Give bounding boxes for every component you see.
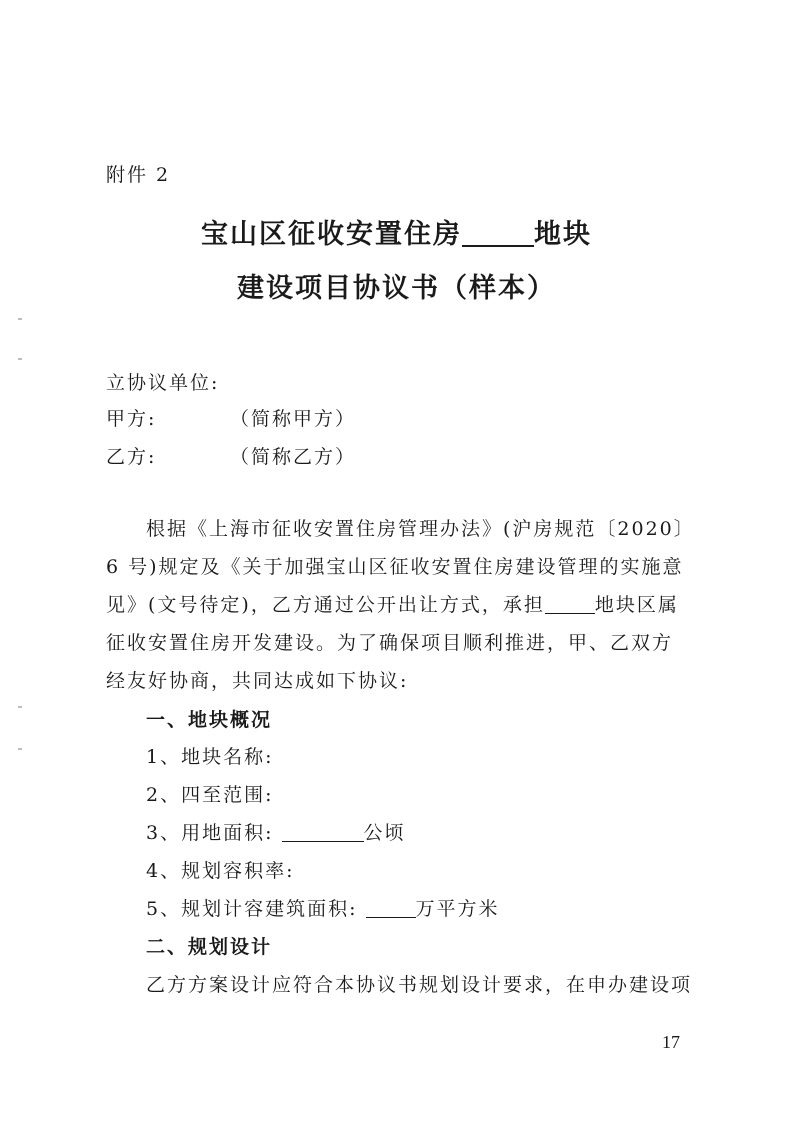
section1-item1: 1、地块名称: [146, 746, 274, 768]
page-number: 17 [662, 1032, 680, 1052]
document-title-line2: 建设项目协议书（样本） [237, 273, 556, 304]
party-b-abbr: （简称乙方） [230, 446, 357, 468]
preamble-line3-prefix: 见》(文号待定)，乙方通过公开出让方式，承担 [106, 594, 545, 616]
title-blank [462, 219, 534, 247]
attachment-label: 附件 2 [106, 164, 171, 186]
party-a-label: 甲方: [106, 408, 157, 430]
document-title-line1 [0, 212, 793, 251]
section1-item3 [146, 818, 406, 845]
party-a-abbr: （简称甲方） [230, 408, 357, 430]
item5-unit: 万平方米 [415, 898, 500, 920]
section2-heading: 二、规划设计 [146, 936, 273, 958]
item5-label: 5、规划计容建筑面积: [146, 898, 358, 920]
section1-heading: 一、地块概况 [146, 709, 273, 731]
plot-blank [545, 593, 595, 614]
parties-label: 立协议单位: [106, 372, 220, 394]
scan-speck [18, 706, 22, 708]
floor-area-blank [366, 897, 416, 918]
section2-text: 乙方方案设计应符合本协议书规划设计要求，在申办建设项 [146, 974, 693, 996]
section1-item5 [146, 894, 500, 921]
title-suffix: 地块 [534, 219, 592, 250]
item3-label: 3、用地面积: [146, 822, 274, 844]
area-blank [282, 821, 364, 842]
section1-item2: 2、四至范围: [146, 784, 274, 806]
preamble-line3-suffix: 地块区属 [594, 594, 679, 616]
preamble-line2: 6 号)规定及《关于加强宝山区征收安置住房建设管理的实施意 [106, 556, 684, 578]
preamble-line5: 经友好协商，共同达成如下协议: [106, 670, 409, 692]
scan-speck [18, 748, 22, 750]
preamble-line1: 根据《上海市征收安置住房管理办法》(沪房规范〔2020〕 [146, 518, 695, 540]
preamble-line3 [106, 590, 679, 617]
scan-speck [18, 358, 22, 360]
preamble-line4: 征收安置住房开发建设。为了确保项目顺利推进，甲、乙双方 [106, 632, 674, 654]
scan-speck [18, 318, 22, 320]
section1-item4: 4、规划容积率: [146, 860, 295, 882]
party-b-label: 乙方: [106, 446, 157, 468]
item3-unit: 公顷 [363, 822, 406, 844]
title-prefix: 宝山区征收安置住房 [201, 219, 462, 250]
